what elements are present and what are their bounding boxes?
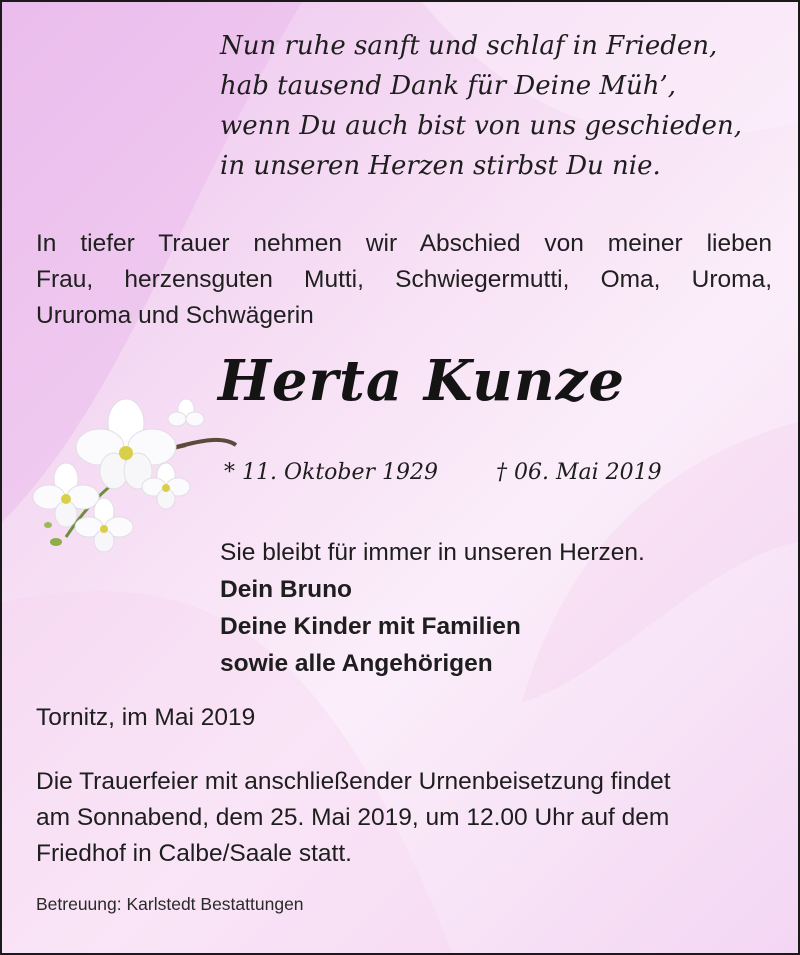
signatory: sowie alle Angehörigen: [220, 650, 493, 677]
signatory: Dein Bruno: [220, 576, 353, 603]
ceremony-line: Friedhof in Calbe/Saale statt.: [36, 840, 352, 867]
place-date: Tornitz, im Mai 2019: [36, 704, 256, 731]
ceremony-line: Die Trauerfeier mit anschließender Urnenbeisetzung findet: [36, 768, 671, 795]
death-date: † 06. Mai 2019: [496, 460, 662, 485]
orchid-icon: [26, 387, 246, 567]
poem-line: Nun ruhe sanft und schlaf in Frieden,: [220, 31, 718, 61]
closing-sentence: Sie bleibt für immer in unseren Herzen.: [220, 539, 645, 566]
ceremony-info: [36, 764, 776, 872]
intro-line: In tiefer Trauer nehmen wir Abschied von meiner lieben: [36, 230, 772, 257]
poem-line: in unseren Herzen stirbst Du nie.: [220, 151, 661, 181]
poem-line: wenn Du auch bist von uns geschieden,: [220, 111, 742, 141]
intro-line: Ururoma und Schwägerin: [36, 302, 314, 329]
intro-text: [36, 226, 772, 334]
poem-line: hab tausend Dank für Deine Müh’,: [220, 71, 676, 101]
care-note: Betreuung: Karlstedt Bestattungen: [36, 894, 304, 914]
closing-block: [220, 534, 645, 682]
ceremony-line: am Sonnabend, dem 25. Mai 2019, um 12.00 Uhr auf dem: [36, 804, 670, 831]
signatory: Deine Kinder mit Familien: [220, 613, 521, 640]
life-dates: [224, 460, 662, 485]
memorial-poem: [220, 26, 742, 186]
intro-line: Frau, herzensguten Mutti, Schwiegermutti, Oma, Uroma,: [36, 266, 772, 293]
birth-date: * 11. Oktober 1929: [224, 460, 439, 485]
deceased-name: Herta Kunze: [218, 348, 625, 414]
